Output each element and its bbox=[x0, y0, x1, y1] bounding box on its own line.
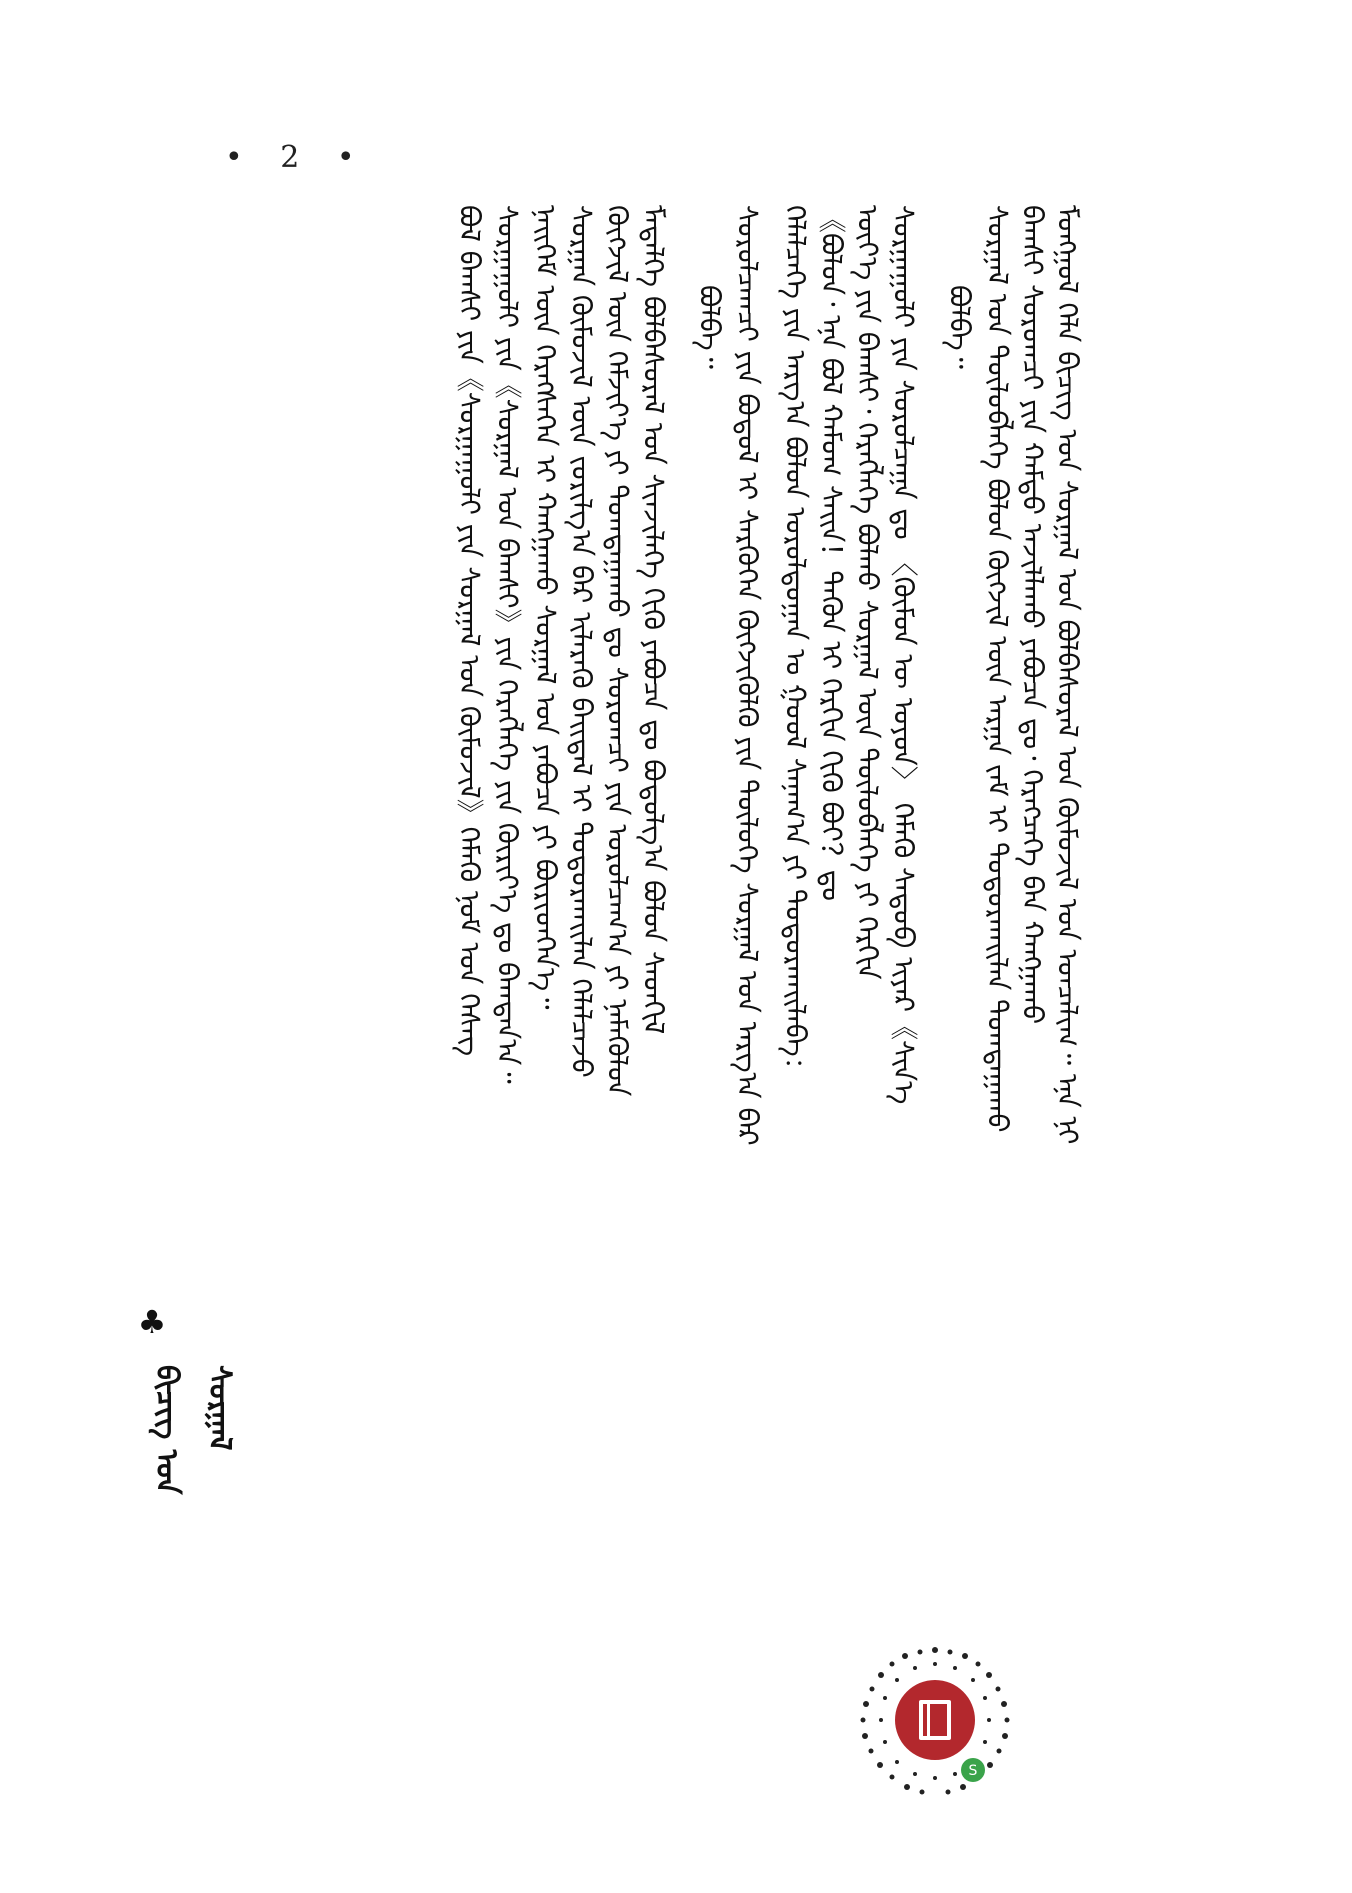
text-column: ᠰᠤᠷᠭᠠᠯ ᠤᠨ ᠲᠥᠯᠥᠪᠯᠡᠭᠡ ᠪᠣᠯᠤᠨ ᠬᠥᠭᠵᠢᠯ ᠦᠨ ᠠᠷᠭᠠ ᠵᠠᠮ ᠢ ᠲᠣᠳᠣᠷᠬᠠᠢᠯᠠᠨ ᠲᠣᠭᠲᠠᠭᠠᠬᠤ bbox=[981, 205, 1014, 1133]
text-column: 《ᠪᠣᠯᠣᠨ᠂ ᠡᠨᠡ ᠪᠣᠯ ᠬᠠᠮᠤᠭ ᠰᠠᠢᠨ！ᠲᠡᠭᠦᠨ ᠢ ᠬᠡᠷᠬᠢᠨ ᠬᠢᠬᠦ ᠪᠤᠢ？ᠳᠤ bbox=[815, 205, 848, 901]
text-column: ᠨᠡᠢᠭᠡᠮ ᠦᠨ ᠬᠡᠷᠡᠭᠰᠡᠭᠡᠨ ᠢ ᠬᠠᠩᠭᠠᠬᠤ ᠰᠤᠷᠭᠠᠯ ᠤᠨ ᠶᠠᠪᠤᠴᠠ ᠶᠢ ᠪᠦᠷᠢᠳᠬᠡᠨ᠎ᠡ᠃ bbox=[529, 205, 562, 1010]
text-column: ᠪᠠᠭᠰᠢ ᠰᠤᠷᠤᠭᠴᠢ ᠶᠢᠨ ᠬᠠᠮᠲᠤ ᠠᠵᠢᠯᠯᠠᠬᠤ ᠶᠠᠪᠤᠴᠠ ᠳᠤ᠂ ᠬᠡᠷᠡᠭᠴᠡᠭᠡ ᠪᠠᠨ ᠬᠠᠩᠭᠠᠬᠤ bbox=[1016, 205, 1049, 1025]
text-column: ᠰᠤᠷᠤᠯᠴᠠᠭᠴᠢ ᠶᠢᠨ ᠪᠣᠳᠤᠯ ᠢ ᠰᠡᠷᠭᠦᠭᠡᠨ ᠬᠥᠭᠵᠢᠭᠦᠯᠬᠦ ᠶᠢᠨ ᠲᠥᠯᠥᠭᠡ ᠰᠤᠷᠭᠠᠯ ᠤᠨ ᠠᠷᠭ᠎ᠠ ᠪᠠᠷ bbox=[731, 205, 764, 1146]
chapter-title: ᠪᠢᠴᠢᠭ ᠤᠨ ᠰᠤᠷᠭᠠᠯ bbox=[149, 1365, 237, 1495]
text-column: ᠰᠤᠷᠭᠠᠭᠤᠯᠢ ᠶᠢᠨ《ᠰᠤᠷᠭᠠᠯ ᠤᠨ ᠪᠠᠭᠰᠢ》ᠶᠢᠨ ᠬᠡᠷᠡᠭᠯᠡᠭᠡ ᠶᠢᠨ ᠬᠦᠷᠢᠶ᠎ᠡ ᠳᠤ ᠪᠠᠭᠲᠠᠨ᠎ᠠ᠃ bbox=[491, 205, 524, 1084]
text-column: ᠦᠶ᠎ᠡ ᠶᠢᠨ ᠪᠠᠭᠰᠢ᠂ ᠬᠡᠷᠡᠭᠯᠡᠭᠡ ᠪᠣᠯᠬᠤ ᠰᠤᠷᠭᠠᠯ ᠦᠨ ᠲᠥᠯᠥᠪᠯᠡᠭᠡ ᠶᠢ ᠬᠡᠷᠬᠢᠨ bbox=[851, 205, 884, 980]
text-column: ᠰᠤᠷᠭᠠᠭᠤᠯᠢ ᠶᠢᠨ ᠰᠤᠷᠤᠯᠴᠠᠭᠠ ᠳᠤ 〈ᠬᠦᠮᠦᠨ ᠦ ᠣᠶᠤᠨ〉 ᠬᠡᠮᠡᠬᠦ ᠰᠡᠳᠦᠪ ᠢᠶᠡᠷ《ᠰᠢᠨ᠎ᠡ bbox=[887, 205, 920, 1105]
text-column: ᠬᠡᠯᠡᠯᠴᠡᠭᠡ ᠶᠢᠨ ᠠᠷᠭ᠎ᠠ ᠪᠣᠯᠤᠨ ᠤᠷᠤᠯᠳᠤᠭᠠᠨ ᠤ ᠭᠣᠣᠯ ᠰᠠᠨᠠᠭ᠎ᠠ ᠶᠢ ᠲᠣᠳᠣᠷᠬᠠᠢᠯᠠᠪᠠ： bbox=[779, 205, 812, 1085]
text-column: ᠬᠥᠭᠵᠢᠯ ᠦᠨ ᠬᠡᠮᠵᠢᠶ᠎ᠡ ᠶᠢ ᠲᠣᠭᠲᠠᠭᠠᠬᠤ ᠳᠤ ᠰᠤᠷᠤᠭᠴᠢ ᠶᠢᠨ ᠣᠷᠤᠯᠴᠠᠭ᠎ᠠ ᠶᠢ ᠨᠡᠮᠡᠭᠦᠯᠦᠨ bbox=[601, 205, 634, 1097]
text-column: ᠰᠤᠷᠭᠠᠨ ᠬᠥᠮᠦᠵᠢᠯ ᠦᠨ ᠵᠣᠷᠢᠯᠭ᠎ᠠ ᠪᠠᠷ ᠢᠯᠡᠷᠡᠬᠦ ᠪᠠᠢᠳᠠᠯ ᠢ ᠲᠣᠳᠣᠷᠬᠠᠢᠯᠠᠨ ᠬᠡᠯᠡᠯᠴᠡᠵᠦ bbox=[565, 205, 598, 1078]
vertical-text-body bbox=[210, 205, 1170, 1745]
text-column: ᠪᠣᠯᠪᠠ᠃ bbox=[693, 285, 726, 369]
text-column: ᠪᠣᠯᠪᠠ᠃ bbox=[943, 285, 976, 369]
qr-badge-letter: S bbox=[968, 1763, 978, 1779]
club-icon: ♣ bbox=[137, 1303, 167, 1341]
text-column: ᠮᠡᠳᠡᠯᠭᠡ ᠪᠣᠯᠪᠠᠰᠤᠷᠠᠯ ᠤᠨ ᠰᠢᠨᠵᠢᠯᠡᠭᠡ ᠬᠢᠬᠦ ᠶᠠᠪᠤᠴᠠ ᠳᠤ ᠪᠣᠳᠣᠯᠭ᠎ᠠ ᠪᠣᠯᠤᠨ ᠰᠡᠳᠬᠢᠯ bbox=[637, 205, 670, 1035]
page-number: • 2 • bbox=[225, 140, 369, 175]
text-column: ᠮᠣᠩᠭᠣᠯ ᠬᠡᠯᠡ ᠪᠢᠴᠢᠭ ᠤᠨ ᠰᠤᠷᠭᠠᠯ ᠤᠨ ᠪᠣᠯᠪᠠᠰᠤᠷᠠᠯ ᠤᠨ ᠬᠦᠮᠦᠵᠢᠯ ᠤᠨ ᠣᠨᠴᠠᠯᠢᠭ᠃ ᠡᠨᠡ ᠨᠢ bbox=[1051, 205, 1084, 1145]
text-column: ᠪᠣᠯ ᠪᠠᠭᠰᠢ ᠶᠢᠨ《ᠰᠤᠷᠭᠠᠭᠤᠯᠢ ᠶᠢᠨ ᠰᠤᠷᠭᠠᠯ ᠤᠨ ᠬᠥᠮᠦᠵᠢᠯ》ᠬᠡᠮᠡᠬᠦ ᠨᠣᠮ ᠤᠨ ᠬᠡᠰᠡᠭ bbox=[453, 205, 486, 1057]
qr-code[interactable] bbox=[855, 1642, 1015, 1802]
header-ornament bbox=[135, 1305, 169, 1339]
